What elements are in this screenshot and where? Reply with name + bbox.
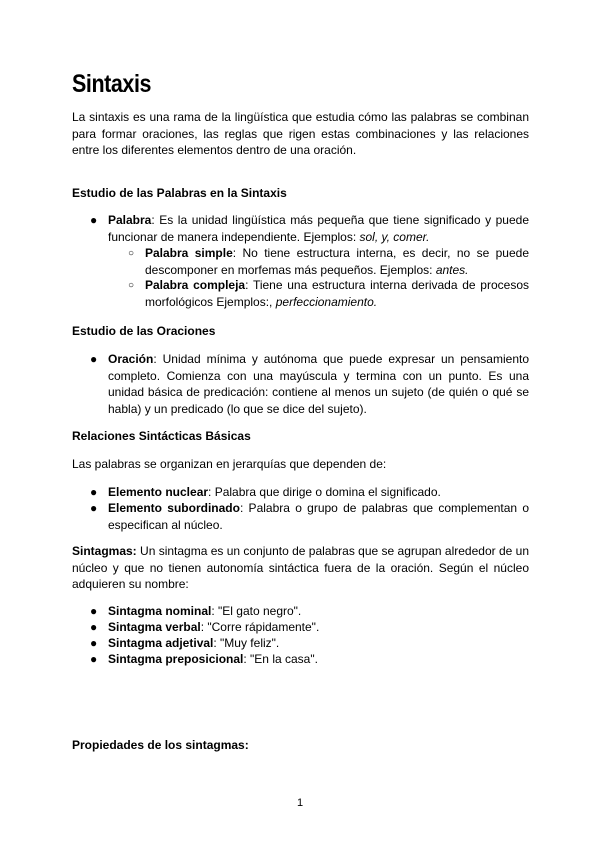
term-palabra-compleja: Palabra compleja: [145, 278, 246, 292]
list-item-elemento-subordinado: [108, 500, 529, 533]
list-item-palabra: [108, 212, 529, 245]
term-sintagma-verbal: Sintagma verbal: [108, 620, 201, 634]
text-palabra: : Es la unidad lingüística más pequeña que tiene significado y puede funcionar de manera independiente. Ejemplos:: [108, 213, 529, 244]
list-item-palabra-simple: [145, 245, 529, 278]
text-sintagma-verbal: : "Corre rápidamente".: [200, 620, 320, 634]
bullet-icon: ●: [90, 213, 98, 227]
list-item-sintagma: [108, 603, 529, 620]
section-heading-palabras: Estudio de las Palabras en la Sintaxis: [72, 186, 287, 200]
text-palabra-simple: : No tiene estructura interna, es decir, no se puede descomponer en morfemas más pequeños. Ejemplos:: [145, 246, 530, 277]
text-elemento-nuclear: : Palabra que dirige o domina el significado.: [208, 485, 441, 499]
bullet-icon: ●: [90, 485, 98, 499]
term-sintagma-nominal: Sintagma nominal: [108, 604, 212, 618]
term-sintagma-adjetival: Sintagma adjetival: [108, 636, 214, 650]
bullet-icon: ●: [90, 620, 98, 634]
example-palabra-compleja: perfeccionamiento.: [275, 294, 378, 309]
section-heading-relaciones: Relaciones Sintácticas Básicas: [72, 429, 251, 443]
term-elemento-nuclear: Elemento nuclear: [108, 485, 209, 499]
sub-bullet-icon: ○: [128, 280, 135, 291]
term-elemento-subordinado: Elemento subordinado: [108, 501, 240, 515]
text-sintagma-adjetival: : "Muy feliz".: [213, 636, 280, 650]
term-sintagmas: Sintagmas:: [72, 544, 137, 558]
term-sintagma-preposicional: Sintagma preposicional: [108, 652, 244, 666]
bullet-icon: ●: [90, 501, 98, 515]
list-item-palabra-compleja: [145, 277, 529, 310]
term-oracion: Oración: [108, 352, 154, 366]
example-palabra-simple: antes.: [435, 262, 469, 277]
section-heading-oraciones: Estudio de las Oraciones: [72, 324, 216, 338]
list-item-sintagma: [108, 651, 529, 668]
intro-paragraph: La sintaxis es una rama de la lingüística que estudia cómo las palabras se combinan para formar oraciones, las reglas que rigen estas combinaciones y las relaciones entre los diferentes elementos dentro de una oración.: [72, 110, 529, 157]
list-item-oracion: [108, 351, 529, 417]
bullet-icon: ●: [90, 352, 98, 366]
text-sintagmas: Un sintagma es un conjunto de palabras que se agrupan alrededor de un núcleo y que no tienen autonomía sintáctica fuera de la oración. Según el núcleo adquieren su nombre:: [72, 544, 529, 591]
term-palabra: Palabra: [108, 213, 152, 227]
bullet-icon: ●: [90, 652, 98, 666]
page-number: 1: [296, 797, 304, 809]
examples-palabra: sol, y, comer.: [359, 229, 430, 244]
relaciones-intro: Las palabras se organizan en jerarquías que dependen de:: [72, 457, 387, 471]
bullet-icon: ●: [90, 604, 98, 618]
text-elemento-subordinado: : Palabra o grupo de palabras que complementan o especifican al núcleo.: [108, 501, 529, 532]
sub-bullet-icon: ○: [128, 248, 135, 259]
text-sintagma-nominal: : "El gato negro".: [211, 604, 302, 618]
text-oracion: : Unidad mínima y autónoma que puede expresar un pensamiento completo. Comienza con una mayúscula y termina con un punto. Es una unidad básica de predicación: contiene al menos un sujeto (de quién o qué se habla) y un predicado (lo que se dice del sujeto).: [108, 352, 529, 416]
page-title: Sintaxis: [72, 70, 152, 98]
text-sintagma-preposicional: : "En la casa".: [243, 652, 318, 666]
text-palabra-compleja: : Tiene una estructura interna derivada de procesos morfológicos Ejemplos:,: [145, 278, 529, 309]
list-item-sintagma: [108, 619, 529, 636]
list-item-elemento-nuclear: [108, 484, 529, 501]
bullet-icon: ●: [90, 636, 98, 650]
term-palabra-simple: Palabra simple: [145, 246, 233, 260]
section-heading-propiedades: Propiedades de los sintagmas:: [72, 738, 249, 752]
sintagmas-paragraph: [72, 543, 529, 593]
list-item-sintagma: [108, 635, 529, 652]
